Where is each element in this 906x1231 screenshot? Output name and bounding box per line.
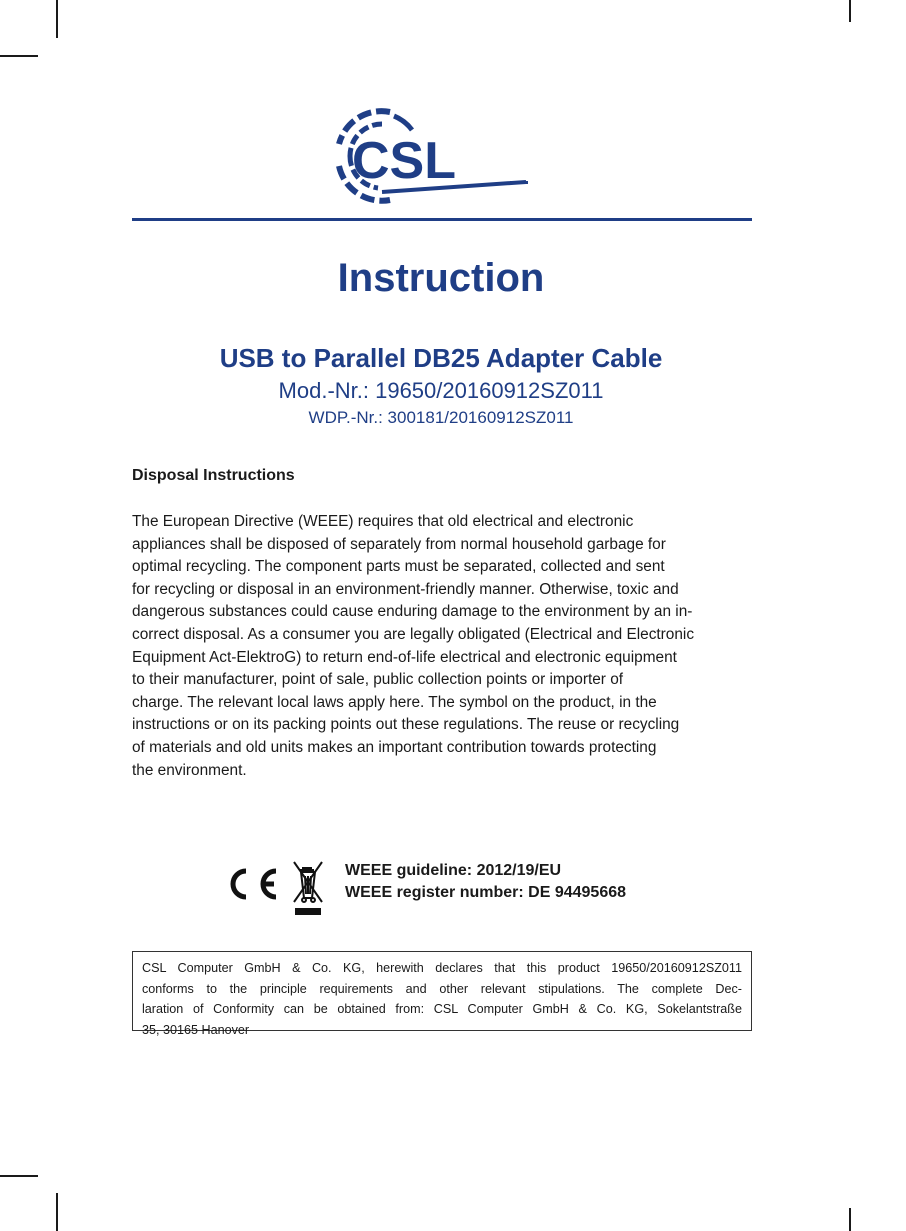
paragraph-line: correct disposal. As a consumer you are legally obligated (Electrical and Electronic xyxy=(132,625,695,643)
crossed-out-bin-icon xyxy=(294,862,322,902)
svg-text:CSL: CSL xyxy=(352,132,456,190)
declaration-box xyxy=(132,951,752,1037)
paragraph-line: optimal recycling. The component parts must be separated, collected and sent xyxy=(132,558,665,576)
paragraph-line: of materials and old units makes an important contribution towards protecting xyxy=(132,738,657,756)
model-number: Mod.-Nr.: 19650/20160912SZ011 xyxy=(278,378,604,403)
product-name: USB to Parallel DB25 Adapter Cable xyxy=(219,343,663,373)
weee-info xyxy=(345,860,626,904)
csl-logo xyxy=(330,104,540,208)
paragraph-line: charge. The relevant local laws apply here. The symbol on the product, in the xyxy=(132,693,657,711)
paragraph-line: instructions or on its packing points out these regulations. The reuse or recycling xyxy=(132,716,680,734)
declaration-line: CSL Computer GmbH & Co. KG, herewith declares that this product 19650/20160912SZ011 xyxy=(142,961,742,975)
paragraph-line: the environment. xyxy=(132,761,247,779)
crop-mark xyxy=(0,1175,38,1177)
declaration-line: 35, 30165 Hanover xyxy=(142,1022,250,1037)
paragraph-line: appliances shall be disposed of separately from normal household garbage for xyxy=(132,535,666,553)
weee-guideline: WEEE guideline: 2012/19/EU xyxy=(345,862,562,879)
ce-mark-icon xyxy=(233,871,276,897)
header-divider xyxy=(132,218,752,221)
paragraph-line: for recycling or disposal in an environment-friendly manner. Otherwise, toxic and xyxy=(132,580,679,598)
paragraph-line: dangerous substances could cause enduring damage to the environment by an in- xyxy=(132,603,693,621)
paragraph-line: to their manufacturer, point of sale, public collection points or importer of xyxy=(132,671,624,689)
crop-mark xyxy=(56,1193,58,1231)
weee-register-number: WEEE register number: DE 94495668 xyxy=(345,884,627,901)
disposal-heading: Disposal Instructions xyxy=(132,467,295,484)
paragraph-line: The European Directive (WEEE) requires that old electrical and electronic xyxy=(132,513,634,530)
compliance-icons xyxy=(224,860,344,920)
disposal-paragraph xyxy=(132,511,752,782)
bin-bar xyxy=(295,908,321,915)
declaration-line: conforms to the principle requirements and other relevant stipulations. The complete Dec- xyxy=(142,981,742,996)
crop-mark xyxy=(849,1208,851,1231)
crop-mark xyxy=(56,0,58,38)
page-title: Instruction xyxy=(337,256,545,300)
crop-mark xyxy=(849,0,851,22)
declaration-line: laration of Conformity can be obtained from: CSL Computer GmbH & Co. KG, Sokelantstraße xyxy=(142,1002,742,1016)
crop-mark xyxy=(0,55,38,57)
wdp-number: WDP.-Nr.: 300181/20160912SZ011 xyxy=(308,408,574,427)
paragraph-line: Equipment Act-ElektroG) to return end-of-life electrical and electronic equipment xyxy=(132,648,677,666)
